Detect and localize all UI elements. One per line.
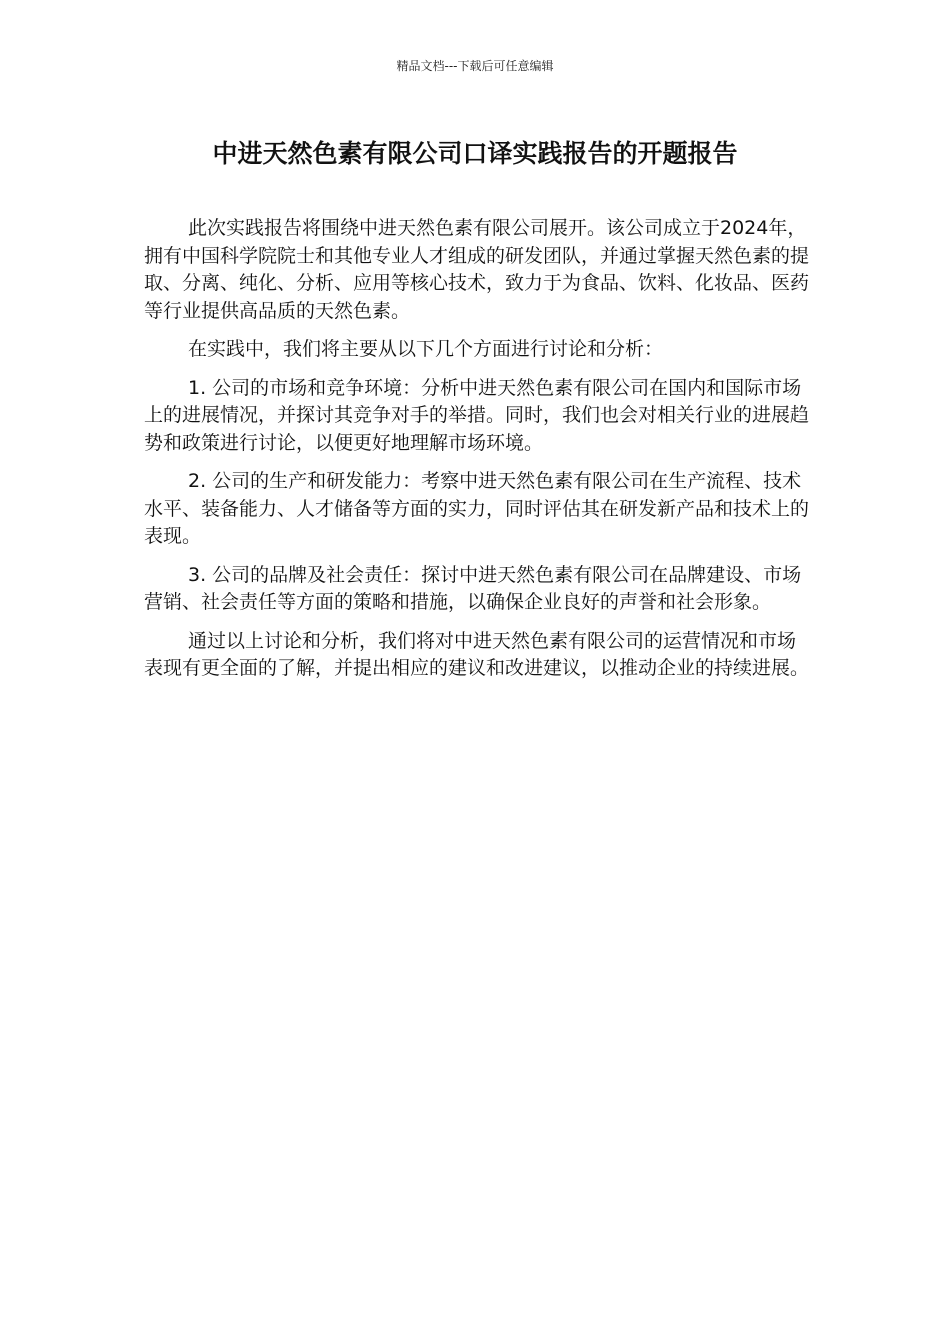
paragraph-conclusion: 通过以上讨论和分析，我们将对中进天然色素有限公司的运营情况和市场表现有更全面的了解，并提出相应的建议和改进建议，以推动企业的持续进展。 — [144, 629, 810, 679]
paragraph-point-1: 1. 公司的市场和竞争环境：分析中进天然色素有限公司在国内和国际市场上的进展情况，并探讨其竞争对手的举措。同时，我们也会对相关行业的进展趋势和政策进行讨论，以便更好地理解市场环境。 — [144, 376, 810, 454]
paragraph-point-2: 2. 公司的生产和研发能力：考察中进天然色素有限公司在生产流程、技术水平、装备能力、人才储备等方面的实力，同时评估其在研发新产品和技术上的表现。 — [144, 470, 810, 547]
paragraph-point-3: 3. 公司的品牌及社会责任：探讨中进天然色素有限公司在品牌建设、市场营销、社会责任等方面的策略和措施，以确保企业良好的声誉和社会形象。 — [144, 563, 802, 613]
header-note: 精品文档---下载后可任意编辑 — [396, 59, 554, 73]
document-title: 中进天然色素有限公司口译实践报告的开题报告 — [212, 139, 738, 168]
paragraph-overview: 在实践中，我们将主要从以下几个方面进行讨论和分析： — [188, 338, 664, 360]
paragraph-intro: 此次实践报告将围绕中进天然色素有限公司展开。该公司成立于2024年，拥有中国科学院院士和其他专业人才组成的研发团队，并通过掌握天然色素的提取、分离、纯化、分析、应用等核心技术，致力于为食品、饮料、化妆品、医药等行业提供高品质的天然色素。 — [144, 217, 810, 322]
document-body — [144, 215, 810, 694]
